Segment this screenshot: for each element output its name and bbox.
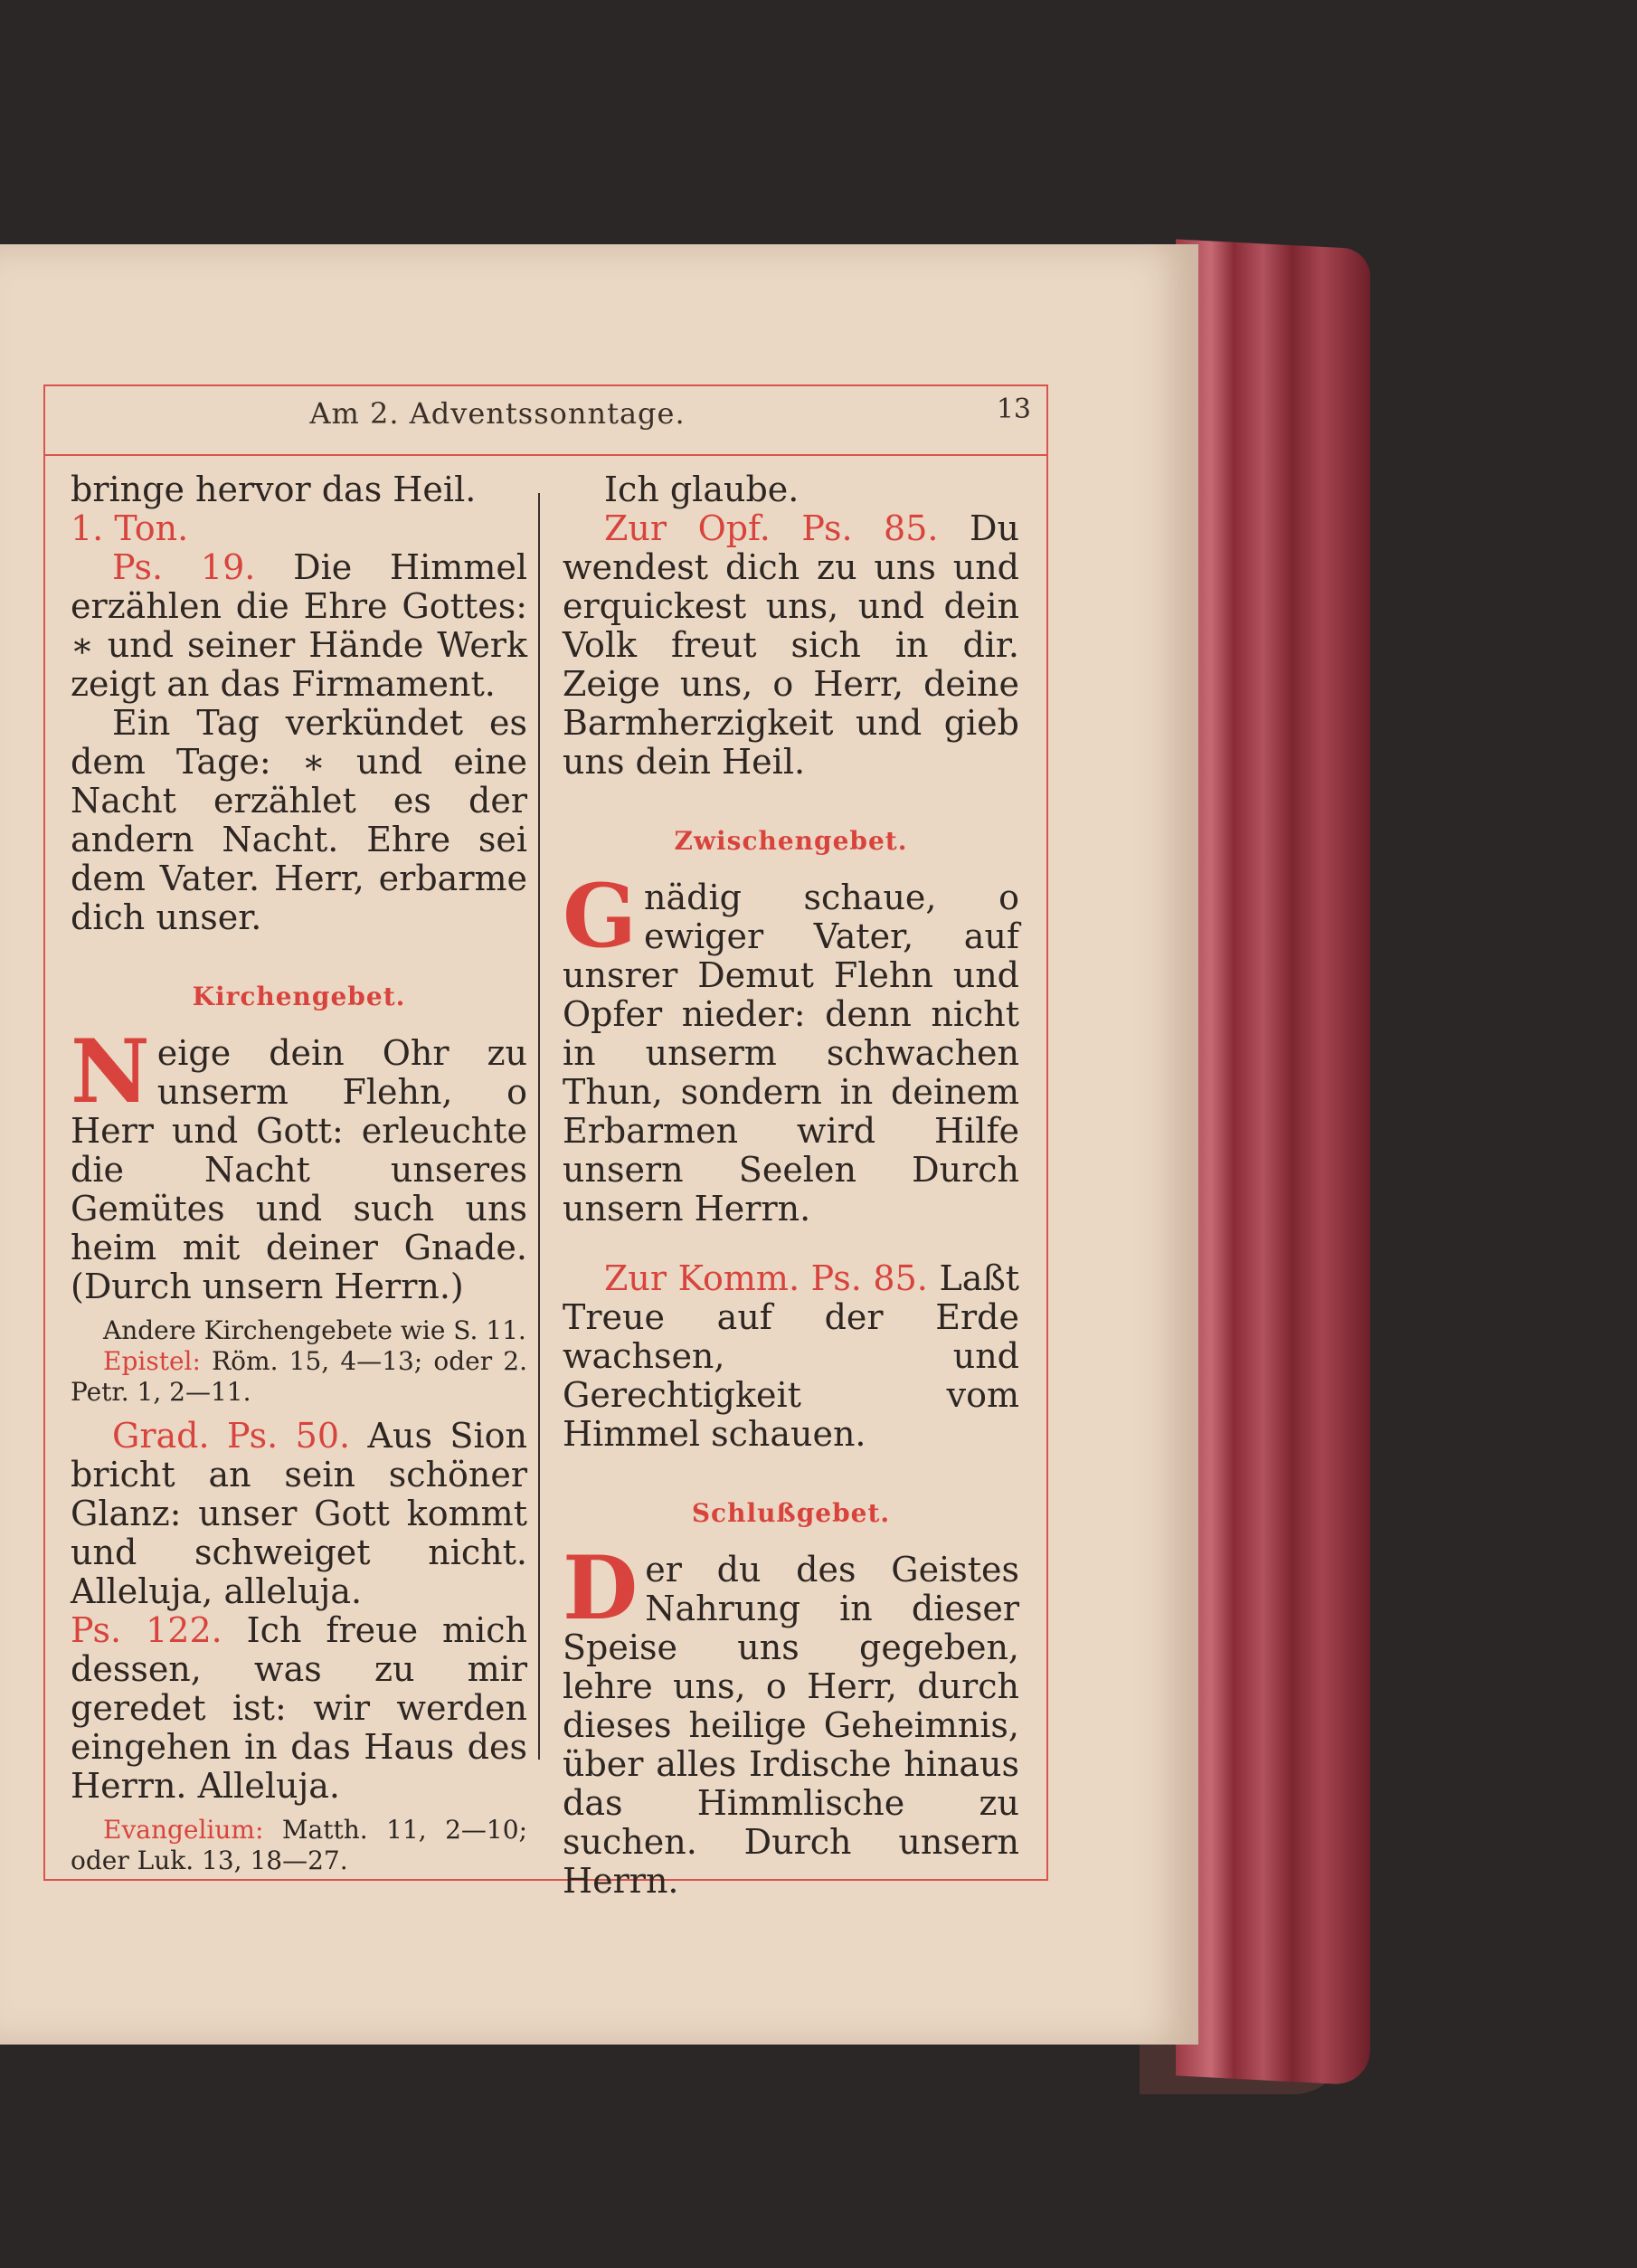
prayer-zwischengebet-text: nädig schaue, o ewiger Vater, auf unsrer Demut Flehn und Opfer nieder: denn nicht in unserm schwachen Thun, sondern in deinem Erbarmen wird Hilfe unsern Seelen Durch unsern Herrn. — [563, 878, 1019, 1229]
epistel-label: Epistel: — [103, 1346, 201, 1376]
prayer-kirchengebet-text: eige dein Ohr zu unserm Flehn, o Herr und Gott: erleuchte die Nacht unseres Gemütes und such uns heim mit deiner Gnade. (Durch unsern Herrn.) — [71, 1033, 527, 1306]
psalm-19-paragraph — [71, 548, 527, 704]
heading-zwischengebet: Zwischengebet. — [674, 826, 908, 856]
evangelium-note — [71, 1815, 527, 1876]
running-head: Am 2. Adventssonntage. — [309, 396, 686, 431]
offertory-label: Zur Opf. Ps. 85. — [604, 508, 939, 548]
heading-kirchengebet: Kirchengebet. — [192, 982, 406, 1011]
drop-cap-g: G — [563, 865, 637, 967]
prayer-kirchengebet — [71, 1020, 527, 1306]
communion-label: Zur Komm. Ps. 85. — [604, 1258, 928, 1298]
prayer-schlussgebet — [563, 1537, 1019, 1901]
heading-schlussgebet: Schlußgebet. — [691, 1498, 891, 1528]
psalm-122-label: Ps. 122. — [71, 1610, 222, 1650]
drop-cap-d: D — [563, 1537, 639, 1639]
text-line: bringe hervor das Heil. — [71, 470, 477, 509]
prayer-schlussgebet-text: er du des Geistes Nahrung in dieser Speise uns gegeben, lehre uns, o Herr, durch dieses heilige Geheimnis, über alles Irdische hinaus das Himmlische zu suchen. Durch unsern Herrn. — [563, 1550, 1019, 1901]
page-edges — [1176, 239, 1370, 2085]
prayer-zwischengebet — [563, 865, 1019, 1229]
gradual-paragraph — [71, 1417, 527, 1611]
gradual-text: Aus Sion bricht an sein schöner Glanz: unser Gott kommt und schweiget nicht. Alleluja, alleluja. — [71, 1416, 527, 1611]
page-number: 13 — [996, 394, 1031, 425]
offertory-paragraph — [563, 509, 1019, 782]
other-prayers-note: Andere Kirchengebete wie S. 11. — [103, 1315, 526, 1345]
offertory-text: Du wendest dich zu uns und erquickest uns, und dein Volk freut sich in dir. Zeige uns, o Herr, deine Barmherzigkeit und gieb uns dein Heil. — [563, 508, 1019, 782]
left-column — [71, 470, 527, 1876]
drop-cap-n: N — [71, 1020, 150, 1123]
communion-paragraph — [563, 1259, 1019, 1454]
evangelium-label: Evangelium: — [103, 1815, 264, 1845]
header-rule — [43, 454, 1046, 456]
evangelium-text: Matth. 11, 2—10; oder Luk. 13, 18—27. — [71, 1815, 527, 1875]
epistel-text: Röm. 15, 4—13; oder 2. Petr. 1, 2—11. — [71, 1346, 527, 1407]
psalm-122-text: Ich freue mich dessen, was zu mir geredet ist: wir werden eingehen in das Haus des Herrn. Alleluja. — [71, 1610, 527, 1806]
epistel-note — [71, 1346, 527, 1408]
psalm-19-text: Die Himmel erzählen die Ehre Gottes: ∗ und seiner Hände Werk zeigt an das Firmament. — [71, 547, 528, 704]
text-line: Ich glaube. — [604, 470, 800, 509]
doxology-paragraph: Ein Tag verkündet es dem Tage: ∗ und eine Nacht erzählet es der andern Nacht. Ehre sei dem Vater. Herr, erbarme dich unser. — [71, 703, 527, 937]
psalm-19-label: Ps. 19. — [112, 547, 256, 587]
book-page — [0, 244, 1198, 2045]
right-column — [563, 470, 1019, 1901]
communion-text: Laßt Treue auf der Erde wachsen, und Gerechtigkeit vom Himmel schauen. — [563, 1258, 1019, 1454]
column-divider — [538, 493, 540, 1760]
gradual-label: Grad. Ps. 50. — [112, 1416, 351, 1456]
psalm-122-paragraph — [71, 1611, 527, 1806]
tone-label: 1. Ton. — [71, 508, 189, 548]
